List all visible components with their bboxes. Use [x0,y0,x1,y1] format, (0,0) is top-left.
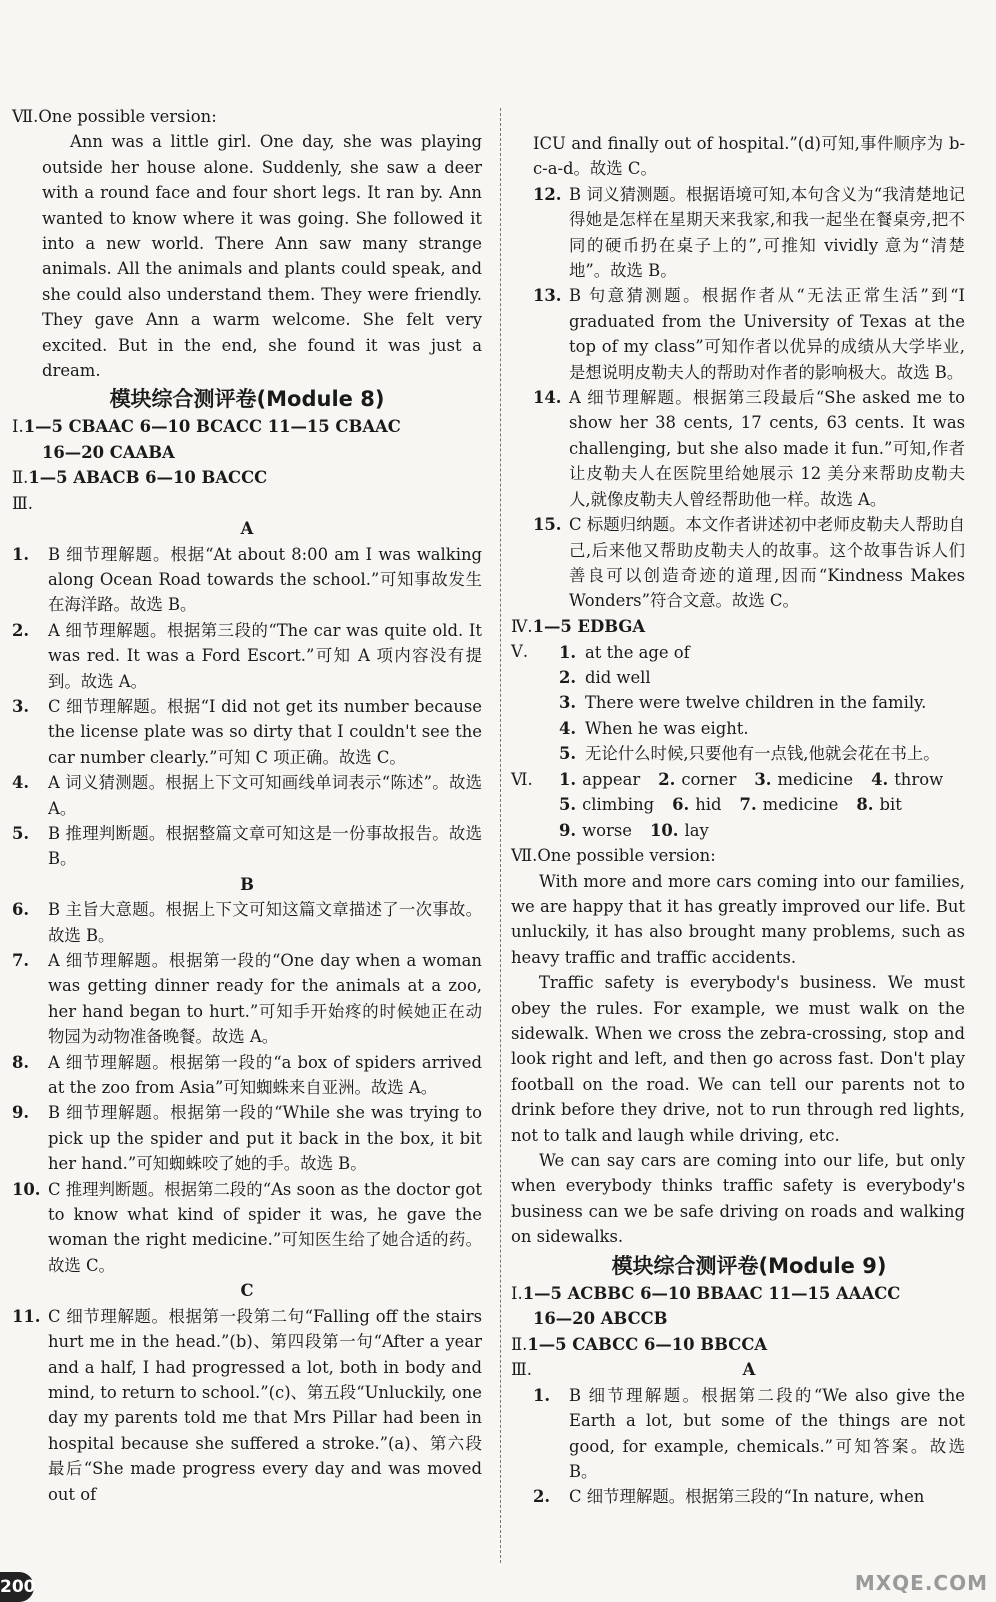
explanation-text: A 细节理解题。根据第三段最后“She asked me to show her 38 cents, 17 cents, 63 cents. It was challenging, but she also made it fun.”可知,作者让皮勒夫人在医院里给她展示 12 美分来帮助皮勒夫人,就像皮勒夫人曾经帮助他一样。故选 A。 [569,388,965,509]
question-number: 8. [12,1052,30,1072]
question-number: 5. [559,744,577,764]
answer-text: at the age of [585,642,690,662]
answer-text: did well [585,667,651,687]
fill-answer [533,640,965,665]
section-label: Ⅲ. [511,1359,533,1379]
answer-explanation [12,1100,482,1176]
answers-iii [12,491,482,516]
question-number: 1. [12,544,30,564]
word-answer [754,770,853,789]
word-text: hid [695,795,722,815]
passage-a-heading: A [240,519,254,539]
watermark-text: MXQE.COM [854,1570,988,1595]
explanation-text: B 主旨大意题。根据上下文可知这篇文章描述了一次事故。故选 B。 [48,900,482,945]
question-number: 1. [559,642,577,662]
question-number: 7. [739,795,757,815]
question-number: 2. [533,1487,551,1507]
question-number: 4. [559,718,577,738]
answers-ii-9 [511,1332,965,1357]
word-text: climbing [582,795,655,815]
answer-explanation [12,1304,482,1507]
question-number: 9. [559,820,577,840]
module-9-title: 模块综合测评卷(Module 9) [611,1253,887,1278]
word-answer-line [559,792,965,817]
answers-i [12,414,482,439]
answer-line: 16—20 CAABA [42,442,175,462]
word-text: medicine [762,795,839,815]
question-number: 10. [12,1179,41,1199]
word-text: medicine [777,769,854,789]
word-answer-line [559,767,965,792]
answer-explanation [12,770,482,821]
answer-line: 1—5 EDBGA [532,616,646,636]
answer-text: 无论什么时候,只要他有一点钱,他就会花在书上。 [585,744,940,764]
question-number: 3. [12,696,30,716]
word-answer-line [559,818,965,843]
explanation-text: C 细节理解题。根据第三段的“In nature, when [569,1487,925,1507]
explanation-text: C 推理判断题。根据第二段的“As soon as the doctor got to know what kind of spider it was, he gave the woman the right medicine.”可知医生给了她合适的药。故选 C。 [48,1179,482,1275]
continued-explanation: ICU and finally out of hospital.”(d)可知,事件顺序为 b-c-a-d。故选 C。 [533,134,965,179]
passage-heading: C [240,1281,254,1301]
answer-explanation [12,897,482,948]
question-number: 15. [533,515,562,535]
answer-text: There were twelve children in the family. [585,693,927,713]
question-number: 1. [559,769,577,789]
answer-line: 16—20 ABCCB [533,1309,668,1329]
answer-explanation [12,1177,482,1279]
fill-answer [533,665,965,690]
explanation-text: B 词义猜测题。根据语境可知,本句含义为“我清楚地记得她是怎样在星期天来我家,和我一起坐在餐桌旁,把不同的硬币扔在桌子上的”,可推知 vividly 意为“清楚地”。故选 B。 [569,184,965,281]
question-number: 4. [871,769,889,789]
right-vii-heading [511,843,965,868]
question-number: 3. [559,693,577,713]
answer-explanation [12,821,482,872]
essay-paragraph: Traffic safety is everybody's business. We must obey the rules. For example, we must walk on the sidewalk. When we cross the zebra-crossing, stop and look right and left, and then go across fast. Don't play football on the road. We can tell our parents not to drink before they drive, not to run through red lights, not to talk and laugh while driving, etc. [511,973,965,1145]
question-number: 12. [533,184,562,204]
explanation-text: A 词义猜测题。根据上下文可知画线单词表示“陈述”。故选 A。 [48,773,482,818]
section-label: Ⅰ. [511,1283,523,1303]
question-number: 11. [12,1306,41,1326]
word-answer [672,795,721,814]
explanation-text: A 细节理解题。根据第一段的“a box of spiders arrived at the zoo from Asia”可知蜘蛛来自亚洲。故选 A。 [48,1052,482,1098]
answers-ii [12,465,482,490]
word-answer [559,821,632,840]
essay-paragraph: We can say cars are coming into our life, but only when everybody thinks traffic safety is everybody's business can we be safe driving on roads and walking on sidewalks. [511,1151,965,1247]
word-text: appear [582,769,641,789]
word-text: lay [684,820,709,840]
word-answer [871,770,943,789]
answer-explanation [12,694,482,770]
explanation-text: C 细节理解题。根据“I did not get its number because the license plate was so dirty that I couldn't see the car number clearly.”可知 C 项正确。故选 C。 [48,696,482,767]
explanation-text: A 细节理解题。根据第一段的“One day when a woman was getting dinner ready for the animals at a zoo, her hand began to hurt.”可知手开始疼的时候她正在动物园为动物准备晚餐。故选 A。 [48,951,482,1047]
answer-line: 1—5 CABCC 6—10 BBCCA [527,1334,768,1354]
question-number: 6. [672,795,690,815]
fill-answer [533,741,965,766]
left-vii-heading [12,104,482,129]
explanation-text: C 细节理解题。根据第一段第二句“Falling off the stairs hurt me in the head.”(b)、第四段第一句“After a year and a half, I had progressed a lot, both in body and mind, to return to school.”(c)、第五段“Unluckily, one day my parents told me that Mrs Pillar had been in hospital because she suffered a stroke.”(a)、第六段最后“She made progress every day and was moved out of [48,1306,482,1504]
explanation-text: B 细节理解题。根据第一段的“While she was trying to pick up the spider and put it back in the box, it bit her hand.”可知蜘蛛咬了她的手。故选 B。 [48,1103,482,1174]
explanation-text: C 标题归纳题。本文作者讲述初中老师皮勒夫人帮助自己,后来他又帮助皮勒夫人的故事。这个故事告诉人们善良可以创造奇迹的道理,因而“Kindness Makes Wonders”符合文意。故选 C。 [569,515,965,611]
answers-iv [511,614,965,639]
explanation-text: B 细节理解题。根据第二段的“We also give the Earth a lot, but some of the things are not good, for example, chemicals.”可知答案。故选 B。 [569,1385,965,1481]
explanation-text: B 句意猜测题。根据作者从“无法正常生活”到“I graduated from the University of Texas at the top of my class”可知作者以优异的成绩从大学毕业,是想说明皮勒夫人的帮助对作者的影响极大。故选 B。 [569,286,965,382]
answer-text: When he was eight. [585,718,749,738]
question-number: 7. [12,951,30,970]
section-label: Ⅶ. [12,107,39,126]
fill-answer [533,690,965,715]
question-number: 8. [856,795,874,815]
question-number: 5. [12,823,30,843]
word-answer [740,795,839,814]
answer-explanation [533,512,965,614]
answer-explanation [533,283,965,385]
explanation-text: B 推理判断题。根据整篇文章可知这是一份事故报告。故选 B。 [48,823,482,869]
section-label: Ⅱ. [511,1334,528,1354]
answer-line: 1—5 CBAAC 6—10 BCACC 11—15 CBAAC [23,417,401,437]
fill-answer [533,716,965,741]
module-8-title: 模块综合测评卷(Module 8) [109,387,385,412]
question-number: 10. [649,820,679,840]
answer-explanation [12,948,482,1050]
question-number: 5. [559,795,577,815]
question-number: 1. [533,1385,551,1405]
question-number: 13. [533,286,562,306]
section-heading: One possible version: [537,846,716,866]
answer-explanation [533,1383,965,1485]
word-answer [658,770,736,789]
question-number: 3. [754,769,772,789]
answer-explanation [533,1484,965,1509]
word-answer [650,821,709,840]
answer-explanation [12,618,482,694]
answer-explanation [533,385,965,512]
section-label: Ⅰ. [12,417,24,437]
answer-line: 1—5 ABACB 6—10 BACCC [28,468,268,488]
section-label: Ⅳ. [511,616,533,636]
question-number: 4. [12,773,30,793]
word-text: corner [681,769,737,789]
right-column [511,131,966,1510]
passage-a-heading: A [742,1360,756,1380]
section-label: Ⅱ. [12,468,29,488]
page-number: 200 [0,1572,34,1602]
model-essay: Ann was a little girl. One day, she was playing outside her house alone. Suddenly, she saw a deer with a round face and four short legs. It ran by. Ann wanted to know where it was going. She followed it into a new world. There Ann saw many strange animals. All the animals and plants could speak, and she could also understand them. They were friendly. They gave Ann a warm welcome. She felt very excited. But in the end, she found it was just a dream. [42,132,482,381]
word-text: worse [582,820,632,840]
explanation-text: A 细节理解题。根据第三段的“The car was quite old. It was red. It was a Ford Escort.”可知 A 项内容没有提到。故选 A。 [48,620,482,691]
section-heading: One possible version: [38,107,217,126]
section-label: Ⅴ. [511,642,529,662]
question-number: 14. [533,388,562,408]
section-label: Ⅲ. [12,493,34,513]
section-label: Ⅵ. [511,769,533,789]
passage-heading: B [240,874,254,894]
column-divider [500,108,501,1563]
word-text: bit [879,795,902,815]
word-answer [559,795,654,814]
essay-paragraph: With more and more cars coming into our families, we are happy that it has greatly improved our life. But unluckily, it has also brought many problems, such as heavy traffic and traffic accidents. [511,871,966,967]
question-number: 2. [658,769,676,789]
left-column [12,104,482,1507]
section-label: Ⅶ. [511,846,538,866]
answers-i-9 [511,1281,965,1306]
answer-explanation [533,182,965,284]
answer-line: 1—5 ACBBC 6—10 BBAAC 11—15 AAACC [522,1283,901,1303]
question-number: 6. [12,900,30,920]
word-answer [856,795,901,814]
answer-explanation [12,1050,482,1101]
answer-explanation [12,542,482,618]
question-number: 9. [12,1103,30,1123]
word-answer [559,770,640,789]
question-number: 2. [559,667,577,687]
explanation-text: B 细节理解题。根据“At about 8:00 am I was walking along Ocean Road towards the school.”可知事故发生在海洋路。故选 B。 [48,544,482,615]
word-text: throw [894,769,944,789]
question-number: 2. [12,620,30,640]
